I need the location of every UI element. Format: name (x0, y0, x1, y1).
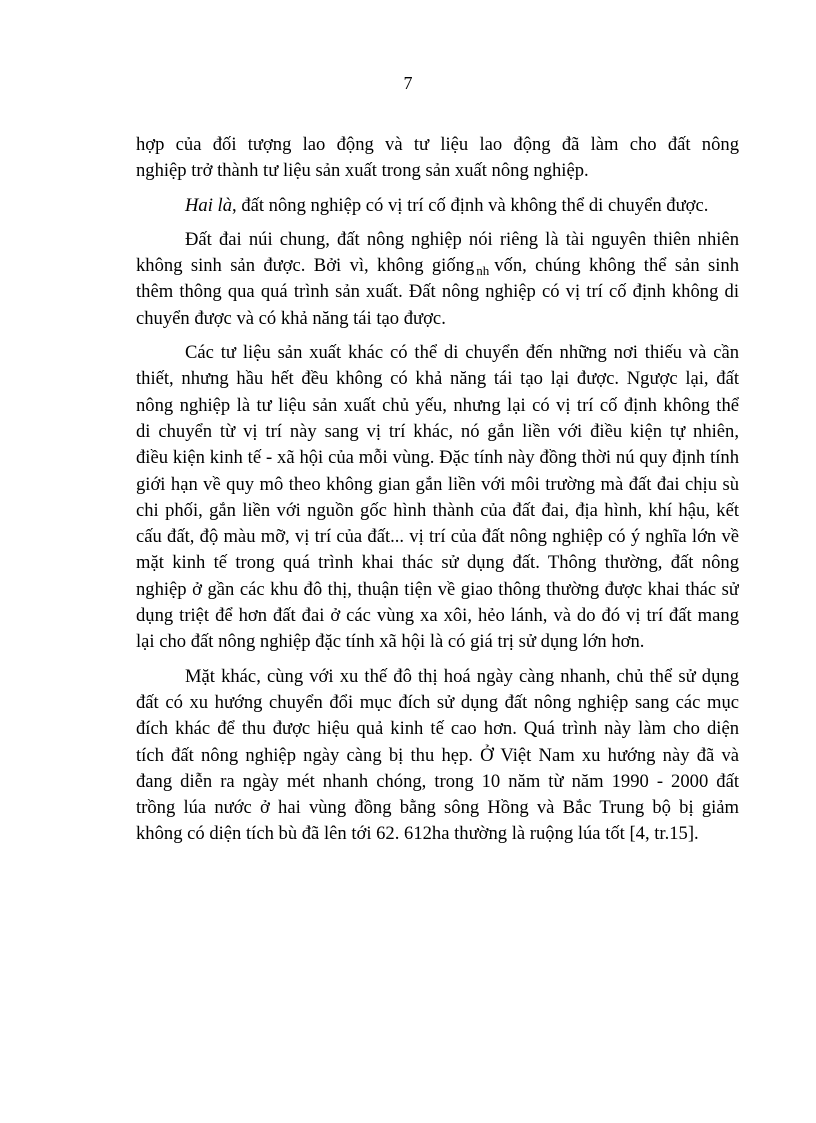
text-line: Đất đai núi chung, đất nông nghiệp nói riêng là tài nguyên thiên nhiên (185, 228, 739, 250)
text-line: tích đất nông nghiệp ngày càng bị thu hẹp. Ở Việt Nam xu hướng này đã và (136, 744, 739, 766)
text-line: Mặt khác, cùng với xu thế đô thị hoá ngày càng nhanh, chủ thể sử dụng (185, 665, 739, 687)
text-line: trồng lúa nước ở hai vùng đồng bằng sông Hồng và Bắc Trung bộ bị giảm (136, 797, 739, 819)
text-line: điều kiện kinh tế - xã hội của mỗi vùng. Đặc tính này đồng thời nú quy định tính (136, 447, 739, 469)
text-line: chi phối, gắn liền với nguồn gốc hình thành của đất đai, địa hình, khí hậu, kết (136, 499, 739, 521)
text-line: cấu đất, độ màu mỡ, vị trí của đất... vị trí của đất nông nghiệp có ý nghĩa lớn về (136, 526, 739, 548)
text-line: đang diễn ra ngày mét nhanh chóng, trong 10 năm từ năm 1990 - 2000 đất (136, 770, 739, 792)
page-number: 7 (403, 73, 413, 93)
paragraph-1 (136, 132, 739, 185)
text-line: di chuyển từ vị trí này sang vị trí khác, nó gắn liền với điều kiện tự nhiên, (136, 420, 739, 442)
lead-rest: , đất nông nghiệp có vị trí cố định và không thể di chuyển được. (232, 194, 709, 216)
text-fragment: vốn, chúng không thể sản sinh (494, 255, 739, 277)
paragraph-5 (136, 664, 739, 848)
text-line (136, 253, 739, 279)
text-line: hợp của đối tượng lao động và tư liệu lao động đã làm cho đất nông (136, 134, 739, 155)
text-line (136, 193, 739, 219)
paragraph-2 (136, 193, 739, 219)
text-line: nghiệp ở gần các khu đô thị, thuận tiện về giao thông thường được khai thác sử (136, 578, 739, 600)
text-line: giới hạn về quy mô theo không gian gắn liền với môi trường mà đất đai chịu sù (136, 473, 739, 495)
text-line: đất có xu hướng chuyển đổi mục đích sử dụng đất nông nghiệp sang các mục (136, 691, 739, 713)
text-line: nông nghiệp là tư liệu sản xuất chủ yếu, nhưng lại có vị trí cố định không thể (136, 394, 739, 416)
paragraph-3 (136, 227, 739, 332)
text-line: không có diện tích bù đã lên tới 62. 612ha thường là ruộng lúa tốt [4, tr.15]. (136, 823, 699, 845)
text-line: mặt kinh tế trong quá trình khai thác sử dụng đất. Thông thường, đất nông (136, 552, 739, 574)
text-line: thêm thông qua quá trình sản xuất. Đất nông nghiệp có vị trí cố định không di (136, 281, 739, 303)
text-line: dụng triệt để hơn đất đai ở các vùng xa xôi, hẻo lánh, và do đó vị trí đất mang (136, 605, 739, 627)
text-line: chuyển được và có khả năng tái tạo được. (136, 307, 446, 329)
paragraph-4 (136, 340, 739, 656)
subscript-note: nh (476, 263, 490, 279)
text-line: lại cho đất nông nghiệp đặc tính xã hội là có giá trị sử dụng lớn hơn. (136, 631, 645, 653)
text-line: thiết, nhưng hầu hết đều không có khả năng tái tạo lại được. Ngược lại, đất (136, 368, 739, 390)
italic-lead: Hai là (185, 194, 233, 216)
body-text (136, 132, 739, 848)
text-fragment: không sinh sản được. Bởi vì, không giống (136, 255, 475, 277)
text-line: Các tư liệu sản xuất khác có thể di chuyển đến những nơi thiếu và cần (185, 342, 739, 364)
text-line: nghiệp trở thành tư liệu sản xuất trong sản xuất nông nghiệp. (136, 160, 589, 182)
text-line: đích khác để thu được hiệu quả kinh tế cao hơn. Quá trình này làm cho diện (136, 718, 739, 740)
